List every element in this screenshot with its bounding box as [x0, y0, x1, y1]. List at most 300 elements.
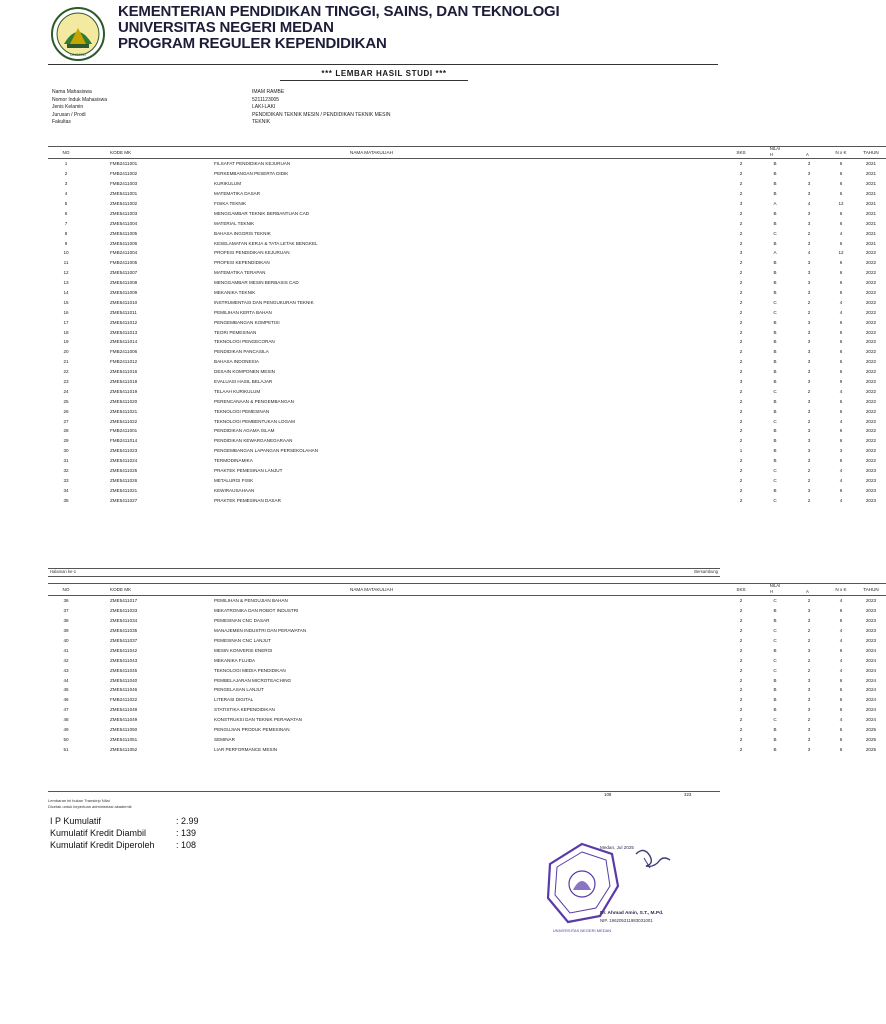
cell-nilai-huruf: B: [773, 687, 777, 693]
cell-no: 35: [63, 497, 69, 503]
table-row: [48, 685, 886, 695]
cell-nilai-huruf: B: [773, 736, 777, 742]
cell-no: 6: [64, 210, 68, 216]
cell-no: 36: [63, 598, 69, 604]
cell-kode: ZME5411035: [110, 628, 138, 634]
cell-kode: ZME5411012: [110, 319, 138, 325]
cell-nilai-angka: 3: [807, 369, 811, 375]
cell-nilai-angka: 2: [807, 477, 811, 483]
cell-sks: 1: [739, 448, 743, 454]
cell-no: 12: [63, 270, 69, 276]
cell-no: 31: [63, 458, 69, 464]
table-row: [48, 367, 886, 377]
cell-nxk: 4: [839, 230, 843, 236]
cell-no: 49: [63, 727, 69, 733]
cell-no: 28: [63, 428, 69, 434]
cell-tahun: 2024: [865, 677, 877, 683]
cell-nilai-angka: 3: [807, 428, 811, 434]
cell-no: 19: [63, 339, 69, 345]
cell-nilai-angka: 3: [807, 746, 811, 752]
cell-kode: ZME5411021: [110, 408, 138, 414]
col-tahun: TAHUN: [856, 584, 886, 596]
table-row: [48, 327, 886, 337]
cell-kode: ZME5411023: [110, 448, 138, 454]
col-no: NO: [48, 147, 84, 159]
cell-matakuliah: MENGGAMBAR MESIN BERBASIS CAD: [214, 280, 299, 286]
cell-no: 25: [63, 398, 69, 404]
cell-nilai-huruf: B: [773, 608, 777, 614]
cell-no: 48: [63, 717, 69, 723]
cell-no: 41: [63, 647, 69, 653]
cell-tahun: 2021: [865, 191, 877, 197]
cell-matakuliah: PENGELASAN LANJUT: [214, 687, 264, 693]
cell-nilai-huruf: B: [773, 359, 777, 365]
cell-sks: 2: [739, 727, 743, 733]
summary-row: [50, 839, 199, 851]
table-row: [48, 695, 886, 705]
cell-no: 34: [63, 487, 69, 493]
cell-matakuliah: MENGGAMBAR TEKNIK BERBANTUAN CAD: [214, 210, 310, 216]
cell-sks: 2: [739, 309, 743, 315]
table-row: [48, 386, 886, 396]
table-row: [48, 248, 886, 258]
cell-tahun: 2022: [865, 448, 877, 454]
cell-no: 32: [63, 468, 69, 474]
cell-matakuliah: STATISTIKA KEPENDIDIKAN: [214, 707, 275, 713]
cell-kode: ZME5411014: [110, 339, 138, 345]
cell-nxk: 6: [839, 260, 843, 266]
identity-value: IMAM RAMBE: [252, 89, 285, 95]
cell-nxk: 4: [839, 497, 843, 503]
cell-nilai-angka: 3: [807, 618, 811, 624]
cell-sks: 2: [739, 628, 743, 634]
cell-kode: FMB2411014: [110, 438, 138, 444]
cell-nilai-angka: 3: [807, 280, 811, 286]
summary-row: [50, 827, 199, 839]
col-nilai-h: NILAI H: [758, 147, 792, 159]
table-row: [48, 208, 886, 218]
cell-no: 5: [64, 201, 68, 206]
cell-sks: 2: [739, 349, 743, 355]
cell-nilai-huruf: B: [773, 746, 777, 752]
cell-kode: FMB2411006: [110, 349, 138, 355]
cell-nxk: 6: [839, 280, 843, 286]
cell-matakuliah: TEKNOLOGI PENGECORAN: [214, 339, 275, 345]
cell-no: 20: [63, 349, 69, 355]
cell-nilai-angka: 3: [807, 240, 811, 246]
cell-tahun: 2022: [865, 418, 877, 424]
cell-tahun: 2023: [865, 618, 877, 624]
cell-nilai-huruf: B: [773, 280, 777, 286]
cell-nxk: 6: [839, 339, 843, 345]
cell-sks: 2: [739, 608, 743, 614]
cell-matakuliah: TERMODINAMIKA: [214, 458, 253, 464]
cell-sks: 2: [739, 299, 743, 305]
cell-sks: 2: [739, 477, 743, 483]
note-line: Lembaran ini bukan Transkrip Nilai: [48, 798, 110, 803]
cell-nilai-huruf: C: [773, 717, 777, 723]
cell-nilai-angka: 2: [807, 657, 811, 663]
cell-no: 17: [63, 319, 69, 325]
cell-matakuliah: PRAKTEK PEMESINAN DASAR: [214, 497, 281, 503]
cell-sks: 2: [739, 618, 743, 624]
cell-matakuliah: LIAR PERFORMANCE MESIN: [214, 746, 278, 752]
table-row: [48, 705, 886, 715]
cell-nilai-huruf: B: [773, 329, 777, 335]
cell-nilai-huruf: B: [773, 220, 777, 226]
cell-nilai-huruf: B: [773, 398, 777, 404]
signatory-name: Dr. Ahmad Amin, S.T., M.Pd.: [600, 911, 664, 916]
cell-nilai-angka: 3: [807, 270, 811, 276]
student-identity: [52, 89, 390, 127]
cell-tahun: 2024: [865, 647, 877, 653]
cell-nilai-angka: 3: [807, 697, 811, 703]
cell-tahun: 2024: [865, 657, 877, 663]
cell-nxk: 6: [839, 487, 843, 493]
cell-matakuliah: MEKATRONIKA DAN ROBOT INDUSTRI: [214, 608, 299, 614]
cell-matakuliah: MEKANIKA TEKNIK: [214, 290, 256, 296]
cell-nilai-huruf: C: [773, 388, 777, 394]
identity-label: Nama Mahasiswa: [52, 89, 92, 95]
cell-tahun: 2021: [865, 201, 877, 206]
cell-nilai-huruf: B: [773, 161, 777, 167]
cell-nilai-huruf: B: [773, 349, 777, 355]
total-sks: 108: [604, 792, 612, 797]
cell-nilai-angka: 3: [807, 191, 811, 197]
col-matakuliah: NAMA MATAKULIAH: [210, 147, 724, 159]
cell-tahun: 2021: [865, 230, 877, 236]
cell-nilai-huruf: B: [773, 707, 777, 713]
cell-nxk: 6: [839, 359, 843, 365]
cell-sks: 2: [739, 638, 743, 643]
cell-no: 3: [64, 181, 68, 187]
cell-matakuliah: PROFESI KEPENDIDIKAN: [214, 260, 270, 266]
cell-sks: 2: [739, 598, 743, 604]
cell-nilai-huruf: A: [773, 250, 777, 256]
cell-no: 30: [63, 448, 69, 454]
total-nxk: 323: [684, 792, 692, 797]
cell-tahun: 2022: [865, 250, 877, 256]
cell-nxk: 6: [839, 240, 843, 246]
cell-matakuliah: PERENCANAAN & PENGEMBANGAN: [214, 398, 294, 404]
cell-sks: 2: [739, 240, 743, 246]
cell-nilai-huruf: B: [773, 171, 777, 177]
cell-kode: ZME5411003: [110, 210, 138, 216]
cell-nxk: 6: [839, 290, 843, 296]
cell-kode: ZME5411010: [110, 299, 138, 305]
cell-nilai-huruf: C: [773, 638, 777, 643]
cell-kode: ZME5411001: [110, 191, 138, 197]
cell-kode: ZME5411016: [110, 369, 138, 375]
cell-kode: ZME5411009: [110, 290, 138, 296]
cell-kode: ZME5411007: [110, 270, 138, 276]
cell-matakuliah: MANAJEMEN INDUSTRI DAN PERAWATAN: [214, 628, 307, 634]
cell-matakuliah: TEKNOLOGI PEMESINAN: [214, 408, 270, 414]
cell-nilai-angka: 2: [807, 628, 811, 634]
table-row: [48, 645, 886, 655]
cell-no: 8: [64, 230, 68, 236]
cell-nxk: 12: [838, 250, 844, 256]
cell-sks: 3: [739, 201, 743, 206]
cell-no: 40: [63, 638, 69, 643]
table-row: [48, 636, 886, 646]
identity-label: Fakultas: [52, 119, 71, 126]
cell-tahun: 2022: [865, 349, 877, 355]
table-row: [48, 406, 886, 416]
cell-nilai-huruf: B: [773, 647, 777, 653]
cell-nxk: 4: [839, 418, 843, 424]
table-row: [48, 189, 886, 199]
cell-nilai-angka: 4: [807, 250, 811, 256]
cell-sks: 2: [739, 497, 743, 503]
cell-nilai-huruf: B: [773, 181, 777, 187]
col-nxk: N x K: [826, 147, 856, 159]
cell-nilai-angka: 3: [807, 398, 811, 404]
cell-matakuliah: PRAKTEK PEMESINAN LANJUT: [214, 468, 283, 474]
cell-nxk: 9: [839, 379, 843, 385]
cell-nilai-angka: 3: [807, 408, 811, 414]
cell-tahun: 2022: [865, 359, 877, 365]
institution-header: [118, 4, 560, 52]
cell-nilai-huruf: B: [773, 458, 777, 464]
cell-no: 37: [63, 608, 69, 614]
cell-nilai-huruf: B: [773, 379, 777, 385]
cell-tahun: 2025: [865, 727, 877, 733]
cell-kode: ZME5411040: [110, 677, 138, 683]
cell-nilai-huruf: B: [773, 618, 777, 624]
cell-sks: 2: [739, 657, 743, 663]
cell-nilai-huruf: C: [773, 309, 777, 315]
cell-nilai-angka: 3: [807, 687, 811, 693]
header-university: UNIVERSITAS NEGERI MEDAN: [118, 19, 334, 36]
cell-sks: 2: [739, 280, 743, 286]
cell-kode: FMB2411003: [110, 181, 138, 187]
academic-summary: [50, 815, 199, 851]
cell-sks: 2: [739, 487, 743, 493]
cell-matakuliah: KESELAMATAN KERJA & TATA LETAK BENGKEL: [214, 240, 318, 246]
cell-kode: ZME5411019: [110, 388, 138, 394]
cell-nilai-angka: 2: [807, 468, 811, 474]
cell-kode: ZME5411045: [110, 667, 138, 673]
header-program: PROGRAM REGULER KEPENDIDIKAN: [118, 35, 387, 52]
cell-nxk: 6: [839, 181, 843, 187]
cell-tahun: 2022: [865, 319, 877, 325]
col-tahun: TAHUN: [856, 147, 886, 159]
table-header-row: [48, 584, 886, 596]
cell-no: 50: [63, 736, 69, 742]
cell-sks: 2: [739, 210, 743, 216]
cell-nxk: 6: [839, 408, 843, 414]
identity-row: [52, 97, 390, 105]
cell-matakuliah: KEWIRAUSAHAAN: [214, 487, 255, 493]
cell-nxk: 6: [839, 270, 843, 276]
col-kode: KODE MK: [84, 584, 210, 596]
cell-kode: FMB2411012: [110, 359, 138, 365]
header-divider: [48, 64, 718, 65]
cell-matakuliah: EVALUASI HASIL BELAJAR: [214, 379, 273, 385]
cell-nilai-angka: 3: [807, 339, 811, 345]
summary-value: : 108: [176, 840, 197, 850]
cell-kode: ZME5411021: [110, 487, 138, 493]
cell-nxk: 6: [839, 687, 843, 693]
cell-kode: ZME5411042: [110, 647, 138, 653]
cell-nxk: 6: [839, 171, 843, 177]
cell-sks: 2: [739, 697, 743, 703]
cell-nilai-huruf: C: [773, 468, 777, 474]
table-row: [48, 606, 886, 616]
cell-no: 44: [63, 677, 69, 683]
cell-tahun: 2021: [865, 210, 877, 216]
identity-value: LAKI-LAKI: [252, 104, 276, 111]
cell-tahun: 2021: [865, 161, 877, 167]
cell-nilai-huruf: A: [773, 201, 777, 206]
cell-nxk: 6: [839, 398, 843, 404]
cell-nxk: 6: [839, 608, 843, 614]
cell-tahun: 2022: [865, 408, 877, 414]
cell-matakuliah: LITERASI DIGITAL: [214, 697, 254, 703]
cell-sks: 2: [739, 290, 743, 296]
cell-matakuliah: PENGUJIAN PRODUK PEMESINAN: [214, 727, 290, 733]
table-row: [48, 179, 886, 189]
cell-sks: 2: [739, 717, 743, 723]
grand-total: [48, 791, 720, 798]
table-row: [48, 616, 886, 626]
cell-tahun: 2023: [865, 628, 877, 634]
cell-no: 15: [63, 299, 69, 305]
col-nilai: NILAI: [769, 583, 781, 588]
cell-nilai-huruf: B: [773, 487, 777, 493]
table-row: [48, 268, 886, 278]
cell-kode: ZME5411052: [110, 746, 138, 752]
cell-kode: ZME5411049: [110, 717, 138, 723]
cell-nxk: 6: [839, 618, 843, 624]
cell-sks: 2: [739, 171, 743, 177]
cell-matakuliah: INSTRUMENTASI DAN PENGUKURAN TEKNIK: [214, 299, 314, 305]
cell-matakuliah: PEMILIHAN KERTA BAHAN: [214, 309, 272, 315]
cell-nilai-huruf: B: [773, 260, 777, 266]
cell-no: 9: [64, 240, 68, 246]
cell-nilai-angka: 3: [807, 707, 811, 713]
cell-sks: 2: [739, 458, 743, 464]
col-nilai-h: NILAI H: [758, 584, 792, 596]
cell-matakuliah: TEKNOLOGI PEMBENTUKAN LOGAM: [214, 418, 295, 424]
cell-nxk: 4: [839, 628, 843, 634]
cell-nilai-angka: 3: [807, 349, 811, 355]
cell-no: 27: [63, 418, 69, 424]
cell-nilai-angka: 3: [807, 736, 811, 742]
document-title: *** LEMBAR HASIL STUDI ***: [321, 69, 447, 78]
cell-kode: ZME5411013: [110, 329, 138, 335]
col-sks: SKS: [724, 147, 758, 159]
table-row: [48, 476, 886, 486]
cell-kode: FMB2411001: [110, 161, 138, 167]
table-row: [48, 485, 886, 495]
cell-kode: ZME5411022: [110, 418, 138, 424]
cell-matakuliah: FISIKA TEKNIK: [214, 201, 247, 206]
summary-label: I P Kumulatif: [50, 816, 101, 826]
cell-no: 39: [63, 628, 69, 634]
cell-nilai-angka: 2: [807, 598, 811, 604]
table-row: [48, 278, 886, 288]
cell-matakuliah: PENDIDIKAN AGAMA ISLAM: [214, 428, 275, 434]
table-row: [48, 347, 886, 357]
cell-nxk: 6: [839, 707, 843, 713]
cell-no: 43: [63, 667, 69, 673]
cell-nilai-angka: 3: [807, 487, 811, 493]
cell-matakuliah: KONSTRUKSI DAN TEKNIK PERAWATAN: [214, 717, 302, 723]
cell-kode: ZME5411005: [110, 230, 138, 236]
cell-kode: ZME5411051: [110, 736, 138, 742]
grades-table-2: [48, 583, 886, 754]
identity-value: 5211123005: [252, 96, 280, 103]
cell-kode: FMB2411004: [110, 250, 138, 256]
cell-nxk: 6: [839, 349, 843, 355]
table-row: [48, 626, 886, 636]
cell-matakuliah: MATEMATIKA DASAR: [214, 191, 261, 197]
cell-no: 18: [63, 329, 69, 335]
cell-tahun: 2022: [865, 299, 877, 305]
cell-no: 46: [63, 697, 69, 703]
cell-nilai-angka: 2: [807, 717, 811, 723]
cell-no: 11: [63, 260, 69, 266]
cell-sks: 2: [739, 388, 743, 394]
cell-matakuliah: PEMBELAJARAN MICROTEACHING: [214, 677, 292, 683]
table-row: [48, 596, 886, 606]
cell-matakuliah: TEKNOLOGI MEDIA PENDIDIKAN: [214, 667, 286, 673]
cell-nxk: 6: [839, 697, 843, 703]
cell-nxk: 4: [839, 638, 843, 643]
cell-kode: ZME5411037: [110, 638, 138, 643]
cell-nxk: 4: [839, 299, 843, 305]
cell-matakuliah: BAHASA INDONESIA: [214, 359, 259, 365]
cell-tahun: 2022: [865, 438, 877, 444]
cell-nilai-huruf: B: [773, 270, 777, 276]
cell-no: 29: [63, 438, 69, 444]
table-row: [48, 665, 886, 675]
cell-nilai-huruf: B: [773, 448, 777, 454]
cell-no: 38: [63, 618, 69, 624]
cell-kode: ZME5411002: [110, 201, 138, 206]
cell-matakuliah: PENDIDIKAN PANCASILA: [214, 349, 269, 355]
cell-kode: ZME5411006: [110, 240, 138, 246]
cell-no: 10: [63, 250, 69, 256]
cell-nilai-angka: 3: [807, 161, 811, 167]
cell-nxk: 6: [839, 191, 843, 197]
signatory-nip: NIP. 196205211983031001: [600, 918, 653, 923]
cell-matakuliah: METALURGI FISIK: [214, 477, 254, 483]
cell-nxk: 4: [839, 667, 843, 673]
cell-tahun: 2023: [865, 638, 877, 643]
cell-no: 47: [63, 707, 69, 713]
cell-no: 21: [63, 359, 69, 365]
cell-kode: ZME5411043: [110, 657, 138, 663]
cell-nilai-angka: 3: [807, 379, 811, 385]
cell-tahun: 2023: [865, 598, 877, 604]
cell-tahun: 2024: [865, 687, 877, 693]
cell-sks: 2: [739, 707, 743, 713]
table-row: [48, 307, 886, 317]
cell-kode: ZME5411017: [110, 598, 138, 604]
cell-nilai-huruf: B: [773, 240, 777, 246]
cell-nilai-angka: 2: [807, 299, 811, 305]
table-row: [48, 288, 886, 298]
cell-matakuliah: PEMILIHAN & PENGUJIAN BAHAN: [214, 598, 288, 604]
cell-matakuliah: KURIKULUM: [214, 181, 242, 187]
notes: [48, 798, 132, 810]
header-ministry: KEMENTERIAN PENDIDIKAN TINGGI, SAINS, DAN TEKNOLOGI: [118, 3, 560, 20]
col-nilai: NILAI: [769, 146, 781, 151]
cell-nxk: 3: [839, 448, 843, 454]
